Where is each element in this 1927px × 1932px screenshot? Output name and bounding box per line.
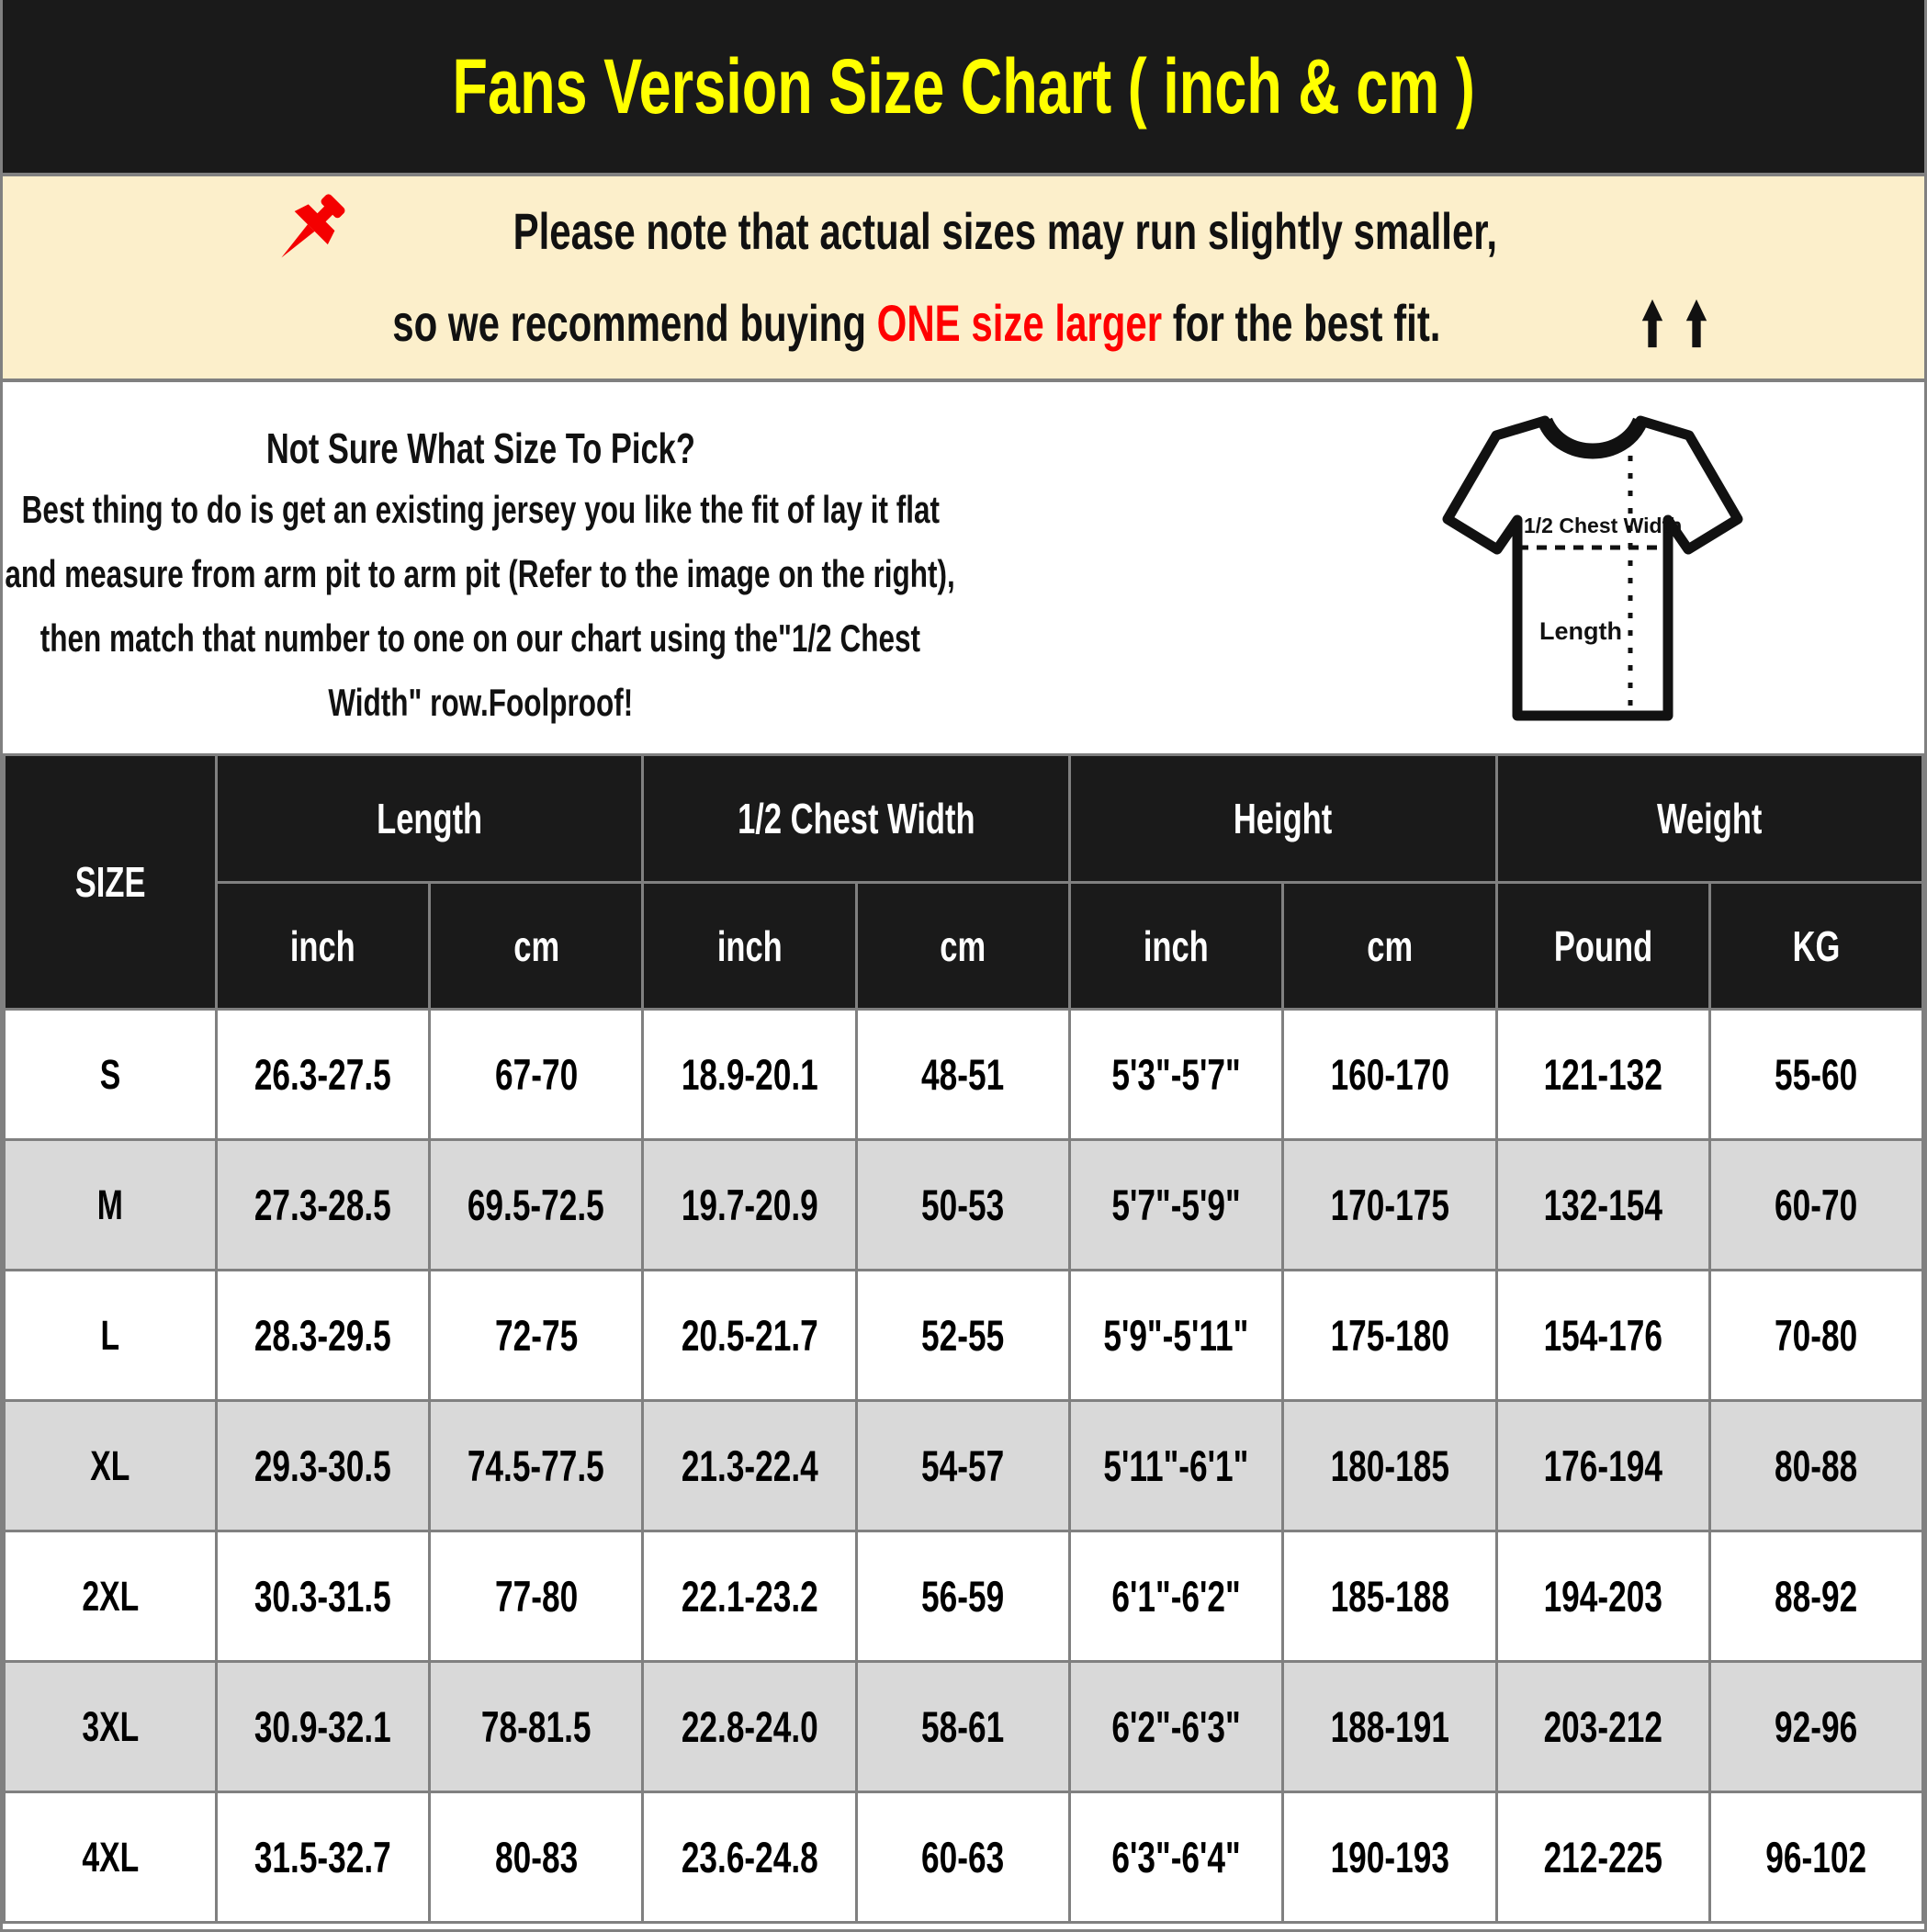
cell-weight-pound: 154-176	[1496, 1271, 1709, 1401]
cell-height-cm: 180-185	[1283, 1401, 1496, 1531]
cell-weight-pound: 176-194	[1496, 1401, 1709, 1531]
cell-weight-pound: 194-203	[1496, 1531, 1709, 1662]
cell-weight-pound: 212-225	[1496, 1792, 1709, 1923]
notice-line-1-text: Please note that actual sizes may run slightly smaller,	[513, 202, 1497, 260]
notice-line-2-text	[392, 277, 1440, 369]
cell-chest-cm: 58-61	[856, 1662, 1069, 1792]
size-cell: L	[5, 1271, 217, 1401]
sub-header-height-cm: cm	[1283, 883, 1496, 1010]
cell-chest-inch: 22.1-23.2	[643, 1531, 856, 1662]
cell-height-inch: 6'1"-6'2"	[1069, 1531, 1282, 1662]
col-header-size: SIZE	[5, 755, 217, 1010]
cell-height-cm: 190-193	[1283, 1792, 1496, 1923]
cell-height-cm: 160-170	[1283, 1010, 1496, 1140]
cell-weight-kg: 80-88	[1709, 1401, 1922, 1531]
guide-heading-text: Not Sure What Size To Pick?	[265, 424, 695, 472]
cell-height-inch: 6'3"-6'4"	[1069, 1792, 1282, 1923]
guide-line	[3, 478, 958, 542]
size-cell: 2XL	[5, 1531, 217, 1662]
group-header-height: Height	[1069, 755, 1496, 883]
table-row-l	[5, 1271, 1923, 1401]
guide-line-text: Width" row.Foolproof!	[328, 681, 633, 724]
page-title	[282, 42, 1645, 131]
guide-line	[3, 671, 958, 735]
sub-header-height-inch: inch	[1069, 883, 1282, 1010]
cell-weight-pound: 121-132	[1496, 1010, 1709, 1140]
cell-length-cm: 80-83	[430, 1792, 643, 1923]
sub-header-chest-inch: inch	[643, 883, 856, 1010]
guide-text-block	[3, 419, 958, 735]
cell-chest-cm: 56-59	[856, 1531, 1069, 1662]
cell-weight-pound: 203-212	[1496, 1662, 1709, 1792]
guide-line-text: Best thing to do is get an existing jersey you like the fit of lay it flat	[21, 488, 940, 531]
cell-weight-kg: 96-102	[1709, 1792, 1922, 1923]
group-header-weight: Weight	[1496, 755, 1922, 883]
cell-weight-pound: 132-154	[1496, 1140, 1709, 1271]
cell-length-cm: 74.5-77.5	[430, 1401, 643, 1531]
size-cell: XL	[5, 1401, 217, 1531]
sizing-guide	[3, 382, 1924, 753]
cell-length-inch: 31.5-32.7	[216, 1792, 429, 1923]
page-title-text: Fans Version Size Chart ( inch & cm )	[452, 42, 1475, 130]
cell-length-inch: 27.3-28.5	[216, 1140, 429, 1271]
sub-header-weight-pound: Pound	[1496, 883, 1709, 1010]
cell-length-inch: 29.3-30.5	[216, 1401, 429, 1531]
cell-chest-cm: 50-53	[856, 1140, 1069, 1271]
cell-height-inch: 5'7"-5'9"	[1069, 1140, 1282, 1271]
cell-chest-inch: 18.9-20.1	[643, 1010, 856, 1140]
size-table	[3, 753, 1924, 1924]
table-row-2xl	[5, 1531, 1923, 1662]
table-row-3xl	[5, 1662, 1923, 1792]
size-cell: 4XL	[5, 1792, 217, 1923]
group-header-chest-width: 1/2 Chest Width	[643, 755, 1070, 883]
table-group-header-row	[5, 755, 1923, 883]
cell-weight-kg: 60-70	[1709, 1140, 1922, 1271]
up-arrow-icon	[1640, 298, 1665, 349]
pushpin-icon	[266, 187, 355, 276]
chest-width-label: 1/2 Chest Width	[1524, 514, 1683, 537]
cell-chest-inch: 20.5-21.7	[643, 1271, 856, 1401]
cell-chest-cm: 48-51	[856, 1010, 1069, 1140]
cell-length-inch: 26.3-27.5	[216, 1010, 429, 1140]
group-header-length: Length	[216, 755, 643, 883]
notice-line-2-pre: so we recommend buying	[392, 294, 877, 352]
guide-heading	[3, 419, 958, 478]
table-row-m	[5, 1140, 1923, 1271]
cell-height-inch: 5'9"-5'11"	[1069, 1271, 1282, 1401]
cell-height-cm: 170-175	[1283, 1140, 1496, 1271]
cell-chest-inch: 19.7-20.9	[643, 1140, 856, 1271]
cell-chest-inch: 21.3-22.4	[643, 1401, 856, 1531]
cell-weight-kg: 88-92	[1709, 1531, 1922, 1662]
sub-header-weight-kg: KG	[1709, 883, 1922, 1010]
cell-height-inch: 5'3"-5'7"	[1069, 1010, 1282, 1140]
cell-chest-cm: 52-55	[856, 1271, 1069, 1401]
cell-height-inch: 6'2"-6'3"	[1069, 1662, 1282, 1792]
cell-length-cm: 78-81.5	[430, 1662, 643, 1792]
sub-header-length-inch: inch	[216, 883, 429, 1010]
table-row-s	[5, 1010, 1923, 1140]
sub-header-length-cm: cm	[430, 883, 643, 1010]
cell-weight-kg: 70-80	[1709, 1271, 1922, 1401]
cell-length-inch: 28.3-29.5	[216, 1271, 429, 1401]
cell-weight-kg: 55-60	[1709, 1010, 1922, 1140]
cell-height-cm: 185-188	[1283, 1531, 1496, 1662]
cell-height-inch: 5'11"-6'1"	[1069, 1401, 1282, 1531]
guide-line-text: and measure from arm pit to arm pit (Refer to the image on the right),	[5, 552, 956, 595]
cell-length-inch: 30.9-32.1	[216, 1662, 429, 1792]
notice-line-2-post: for the best fit.	[1162, 294, 1441, 352]
cell-chest-cm: 60-63	[856, 1792, 1069, 1923]
size-cell: M	[5, 1140, 217, 1271]
cell-length-cm: 77-80	[430, 1531, 643, 1662]
table-row-4xl	[5, 1792, 1923, 1923]
table-sub-header-row	[5, 883, 1923, 1010]
notice-highlight: ONE size larger	[876, 294, 1163, 352]
tshirt-diagram	[1441, 408, 1744, 729]
guide-line	[3, 606, 958, 671]
cell-length-cm: 69.5-72.5	[430, 1140, 643, 1271]
cell-height-cm: 188-191	[1283, 1662, 1496, 1792]
title-bar	[3, 0, 1924, 176]
cell-length-inch: 30.3-31.5	[216, 1531, 429, 1662]
length-label: Length	[1539, 617, 1622, 645]
cell-weight-kg: 92-96	[1709, 1662, 1922, 1792]
cell-chest-inch: 23.6-24.8	[643, 1792, 856, 1923]
guide-line	[3, 542, 958, 606]
tshirt-icon	[1441, 408, 1744, 729]
notice-line-2	[218, 277, 1709, 369]
guide-line-text: then match that number to one on our chart using the"1/2 Chest	[39, 616, 921, 660]
table-row-xl	[5, 1401, 1923, 1531]
size-cell: 3XL	[5, 1662, 217, 1792]
notice-line-1	[266, 186, 1662, 277]
notice-banner	[3, 176, 1924, 382]
cell-length-cm: 72-75	[430, 1271, 643, 1401]
up-arrow-icon	[1684, 298, 1709, 349]
cell-chest-cm: 54-57	[856, 1401, 1069, 1531]
sub-header-chest-cm: cm	[856, 883, 1069, 1010]
cell-height-cm: 175-180	[1283, 1271, 1496, 1401]
cell-length-cm: 67-70	[430, 1010, 643, 1140]
up-arrows-icon	[1640, 298, 1709, 349]
cell-chest-inch: 22.8-24.0	[643, 1662, 856, 1792]
size-cell: S	[5, 1010, 217, 1140]
